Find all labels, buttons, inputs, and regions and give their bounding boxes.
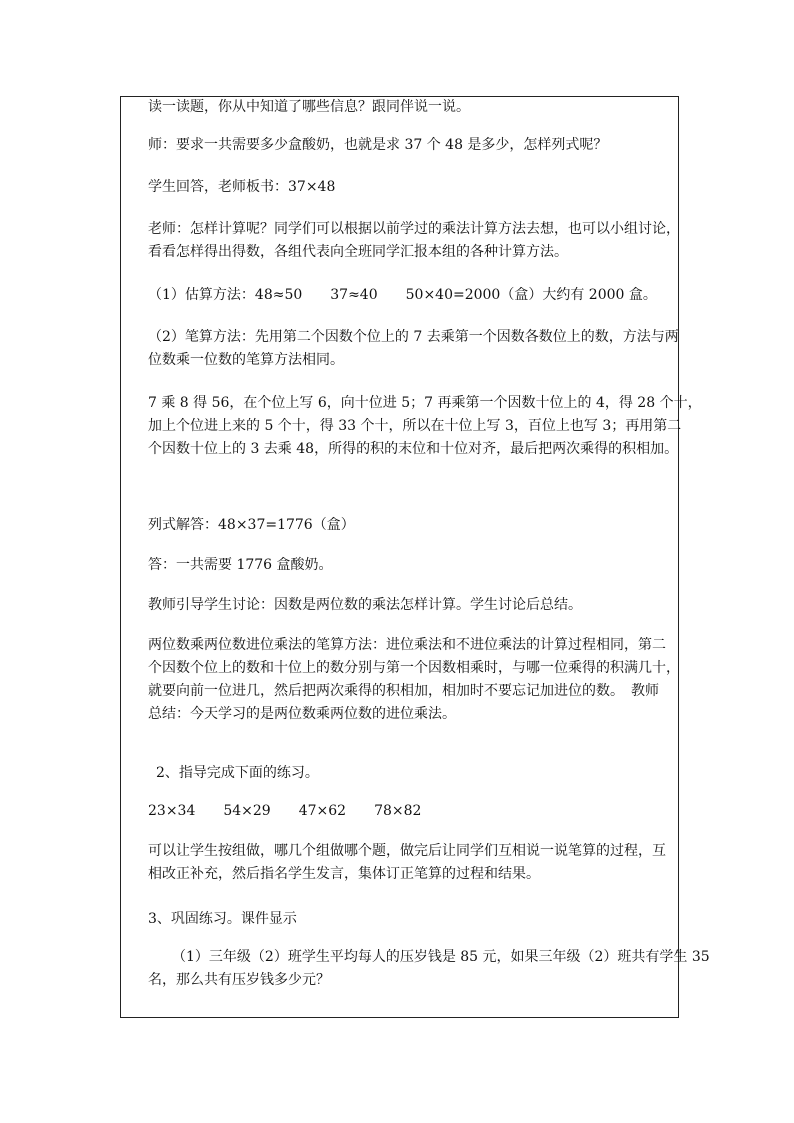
text-line: 看看怎样得出得数，各组代表向全班同学汇报本组的各种计算方法。 <box>148 244 568 260</box>
text-line: 名，那么共有压岁钱多少元？ <box>148 972 330 988</box>
text-line: 3、巩固练习。课件显示 <box>148 911 297 927</box>
text-line: 答：一共需要 1776 盒酸奶。 <box>148 557 333 573</box>
paragraph-group-work <box>148 840 676 886</box>
text-line: 7 乘 8 得 56，在个位上写 6，向十位进 5；7 再乘第一个因数十位上的 4，得 28 个十， <box>148 395 702 411</box>
text-line: （2）笔算方法：先用第二个因数个位上的 7 去乘第一个因数各数位上的数，方法与两 <box>148 329 679 345</box>
text-line: 两位数乘两位数进位乘法的笔算方法：进位乘法和不进位乘法的计算过程相同，第二 <box>148 637 666 653</box>
text-line: 老师：怎样计算呢？同学们可以根据以前学过的乘法计算方法去想，也可以小组讨论， <box>148 221 680 237</box>
paragraph-practice-heading <box>148 908 676 931</box>
paragraph-discussion <box>148 594 676 617</box>
paragraph-method-summary <box>148 634 680 726</box>
text-line: 个因数个位上的数和十位上的数分别与第一个因数相乘时，与哪一位乘得的积满几十， <box>148 660 680 676</box>
text-line: 个因数十位上的 3 去乘 48，所得的积的末位和十位对齐，最后把两次乘得的积相加。 <box>148 441 679 457</box>
text-line: （1）三年级（2）班学生平均每人的压岁钱是 85 元，如果三年级（2）班共有学生 35 <box>172 949 710 965</box>
text-line: 列式解答：48×37=1776（盒） <box>148 517 355 533</box>
text-line: 师：要求一共需要多少盒酸奶，也就是求 37 个 48 是多少，怎样列式呢？ <box>148 137 608 153</box>
text-line: 加上个位进上来的 5 个十，得 33 个十，所以在十位上写 3，百位上也写 3；再用第二 <box>148 418 682 434</box>
text-line: 就要向前一位进几，然后把两次乘得的积相加，相加时不要忘记加进位的数。 教师 <box>148 683 659 699</box>
text-line: 2、指导完成下面的练习。 <box>156 765 319 781</box>
paragraph-equation <box>148 514 676 537</box>
text-line: 相改正补充，然后指名学生发言，集体订正笔算的过程和结果。 <box>148 866 540 882</box>
text-line: 23×34 54×29 47×62 78×82 <box>148 803 422 819</box>
text-line: 学生回答，老师板书：37×48 <box>148 179 336 195</box>
paragraph-estimation <box>148 284 676 307</box>
paragraph-word-problem <box>148 946 710 992</box>
text-line: 教师引导学生讨论：因数是两位数的乘法怎样计算。学生讨论后总结。 <box>148 597 582 613</box>
text-line: （1）估算方法：48≈50 37≈40 50×40=2000（盒）大约有 2000 盒。 <box>148 287 657 303</box>
paragraph-calculation-steps <box>148 392 702 461</box>
paragraph-exercise-problems <box>148 800 676 823</box>
paragraph-read-question <box>148 96 676 119</box>
paragraph-how-to-calculate <box>148 218 680 264</box>
text-line: 总结：今天学习的是两位数乘两位数的进位乘法。 <box>148 706 456 722</box>
paragraph-exercise-heading <box>148 762 684 785</box>
text-line: 位数乘一位数的笔算方法相同。 <box>148 352 344 368</box>
text-line: 读一读题，你从中知道了哪些信息？跟同伴说一说。 <box>148 99 470 115</box>
text-line: 可以让学生按组做，哪几个组做哪个题，做完后让同学们互相说一说笔算的过程，互 <box>148 843 666 859</box>
paragraph-written-method <box>148 326 679 372</box>
paragraph-teacher-question <box>148 134 676 157</box>
paragraph-answer <box>148 554 676 577</box>
paragraph-student-answer <box>148 176 676 199</box>
